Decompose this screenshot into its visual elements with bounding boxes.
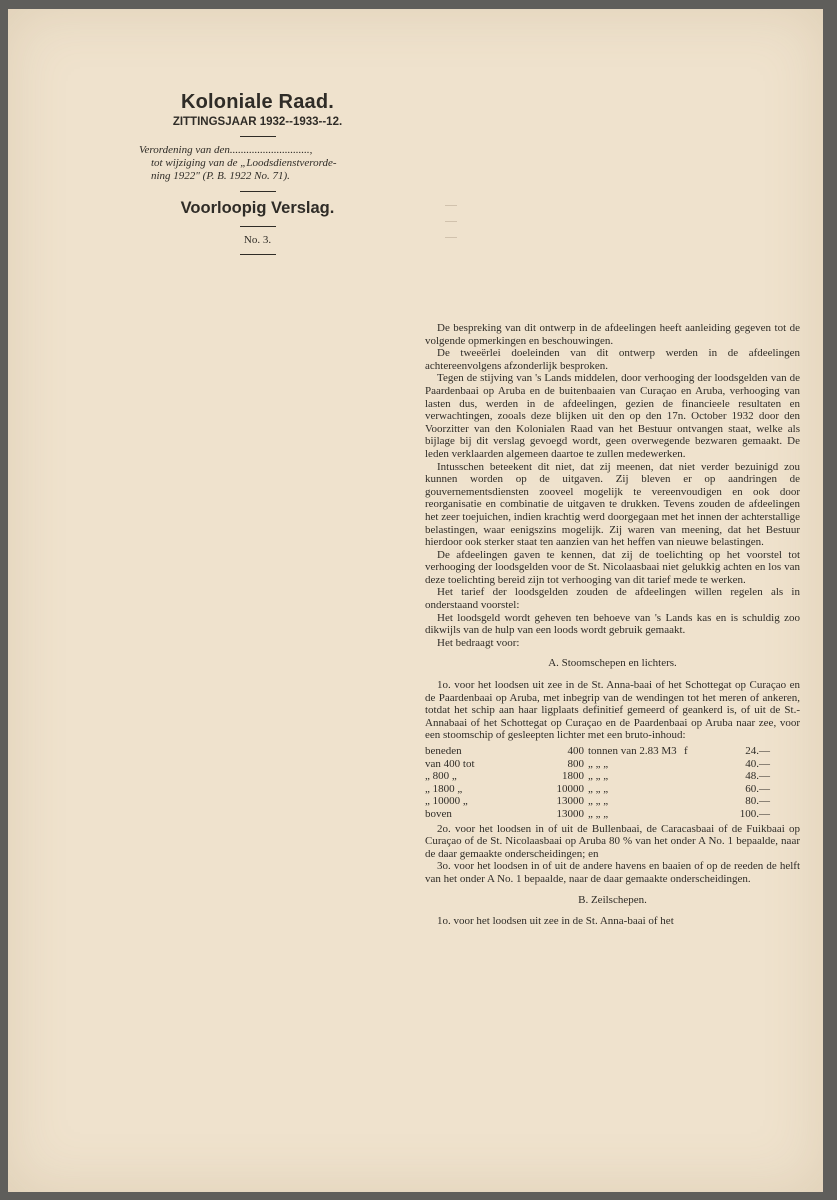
tonnage-unit: tonnen van 2.83 M3 xyxy=(588,745,677,757)
paragraph: 1o. voor het loodsen uit zee in de St. Anna-baai of het xyxy=(437,915,674,928)
tonnage-range: „ 10000 „ xyxy=(425,795,468,808)
council-title: Koloniale Raad. xyxy=(180,91,335,113)
tonnage-bound: 10000 xyxy=(556,782,584,795)
divider xyxy=(240,136,276,137)
divider xyxy=(240,254,276,255)
tonnage-unit: „ „ „ xyxy=(588,770,609,783)
report-title: Voorloopig Verslag. xyxy=(180,199,335,217)
paragraph: Het loodsgeld wordt geheven ten behoeve van 's Lands kas en is schuldig zoo dikwijls van de hulp van een loods wordt gebruik gemaakt. xyxy=(425,611,800,637)
currency xyxy=(684,795,710,808)
bleed-through-mark xyxy=(445,237,457,238)
fee-amount: 80.— xyxy=(745,795,770,808)
table-row xyxy=(425,808,774,821)
tonnage-range: „ 800 „ xyxy=(425,770,457,783)
tonnage-range: „ 1800 „ xyxy=(425,782,463,795)
section-heading-b: B. Zeilschepen. xyxy=(578,893,647,906)
tonnage-unit: „ „ „ xyxy=(588,757,609,770)
section-heading-a: A. Stoomschepen en lichters. xyxy=(548,657,677,670)
fee-amount: 60.— xyxy=(745,782,770,795)
tonnage-unit: „ „ „ xyxy=(588,807,609,820)
paragraph: De afdeelingen gaven te kennen, dat zij de toelichting op het voorstel tot verhooging der loodsgelden voor de St. Nicolaasbaai niet gelukkig achten en los van deze toelichting bereid zijn tot verhooging van dit tarief mede te werken. xyxy=(425,548,800,586)
divider xyxy=(240,191,276,192)
ordinance-line: Verordening van den............................., xyxy=(139,144,313,156)
document-page xyxy=(8,9,823,1192)
tonnage-range: boven xyxy=(425,807,452,820)
bleed-through-mark xyxy=(445,221,457,222)
session-year: ZITTINGSJAAR 1932--1933--12. xyxy=(172,116,343,128)
tonnage-range: beneden xyxy=(425,745,462,757)
document-number: No. 3. xyxy=(243,234,272,246)
paragraph: De tweeërlei doeleinden van dit ontwerp werden in de afdeelingen achtereenvolgens afzonderlijk besproken. xyxy=(425,347,800,372)
fee-amount: 100.— xyxy=(739,807,770,820)
tonnage-bound: 1800 xyxy=(562,770,584,783)
paragraph: 3o. voor het loodsen in of uit de andere havens en baaien of op de reeden de helft van het onder A No. 1 bepaalde, naar de daar gemaakte onderscheidingen. xyxy=(425,860,800,885)
paragraph: Het tarief der loodsgelden zouden de afdeelingen willen regelen als in onderstaand voorstel: xyxy=(425,586,800,612)
paragraph: Tegen de stijving van 's Lands middelen, door verhooging der loodsgelden van de Paardenbaai op Aruba en de buitenbaaien van Curaçao en Aruba, verhooging van lasten dus, werden in de afdeelingen, gezien de financieele resultaten en verwachtingen, zooals deze blijken uit den op den 17n. October 1932 door den Voorzitter van den Kolonialen Raad van het Bestuur ontvangen staat, welke als bijlage bij dit verslag gevoegd wordt, geen overwegende bezwaren gemaakt. De leden verklaarden algemeen daartoe te zullen medewerken. xyxy=(425,372,800,460)
paragraph: Het bedraagt voor: xyxy=(437,636,520,649)
currency xyxy=(684,808,710,821)
tonnage-bound: 800 xyxy=(567,757,584,770)
document-header xyxy=(135,91,380,262)
fee-amount: 48.— xyxy=(745,770,770,783)
paragraph: 2o. voor het loodsen in of uit de Bullenbaai, de Caracasbaai of de Fuikbaai op Curaçao of de St. Nicolaasbaai op Aruba 80 % van het onder A No. 1 bepaalde, naar de daar gemaakte onderscheidingen; en xyxy=(425,822,800,860)
currency: f xyxy=(684,745,688,757)
tonnage-unit: „ „ „ xyxy=(588,795,609,808)
report-body xyxy=(425,322,800,928)
currency xyxy=(684,758,710,771)
bleed-through-mark xyxy=(445,205,457,206)
tonnage-bound: 13000 xyxy=(556,807,584,820)
tariff-table xyxy=(425,745,774,821)
ordinance-line: tot wijziging van de „Loodsdienstverorde- xyxy=(151,157,337,169)
paragraph: Intusschen beteekent dit niet, dat zij meenen, dat niet verder bezuinigd zou kunnen worden op de uitgaven. Zij bleven er op aandringen de gouvernementsdiensten zooveel mogelijk te vereenvoudigen en ook door reorganisatie en combinatie de uitgaven te drukken. Tevens zouden de afdeelingen het zeer toejuichen, indien krachtig werd doorgegaan met het innen der achterstallige belastingen, waar eenigszins mogelijk. Zij waren van meening, dat het Bestuur hierdoor ook sterker staat ten aanzien van het heffen van nieuwe belastingen. xyxy=(425,460,800,549)
tonnage-unit: „ „ „ xyxy=(588,782,609,795)
tonnage-bound: 13000 xyxy=(556,795,584,808)
table-row xyxy=(425,758,774,771)
paragraph: 1o. voor het loodsen uit zee in de St. Anna-baai of het Schottegat op Curaçao en de Paardenbaai op Aruba, met inbegrip van de wendingen tot het meren of ankeren, totdat het schip aan haar ligplaats definitief gemeerd of geankerd is, of uit de St.-Annabaai of het Schottegat op Curaçao en de Paardenbaai op Aruba naar zee, voor een stoomschip of gesleepten lichter met een bruto-inhoud: xyxy=(425,679,800,742)
ordinance-description xyxy=(135,144,380,183)
tonnage-range: van 400 tot xyxy=(425,757,475,770)
table-row xyxy=(425,783,774,796)
currency xyxy=(684,783,710,796)
fee-amount: 24.— xyxy=(745,745,770,757)
ordinance-line: ning 1922" (P. B. 1922 No. 71). xyxy=(151,170,290,182)
divider xyxy=(240,226,276,227)
fee-amount: 40.— xyxy=(745,757,770,770)
paragraph: De bespreking van dit ontwerp in de afdeelingen heeft aanleiding gegeven tot de volgende opmerkingen en beschouwingen. xyxy=(425,322,800,347)
tonnage-bound: 400 xyxy=(567,745,584,757)
table-row xyxy=(425,745,774,758)
table-row xyxy=(425,770,774,783)
currency xyxy=(684,770,710,783)
table-row xyxy=(425,795,774,808)
